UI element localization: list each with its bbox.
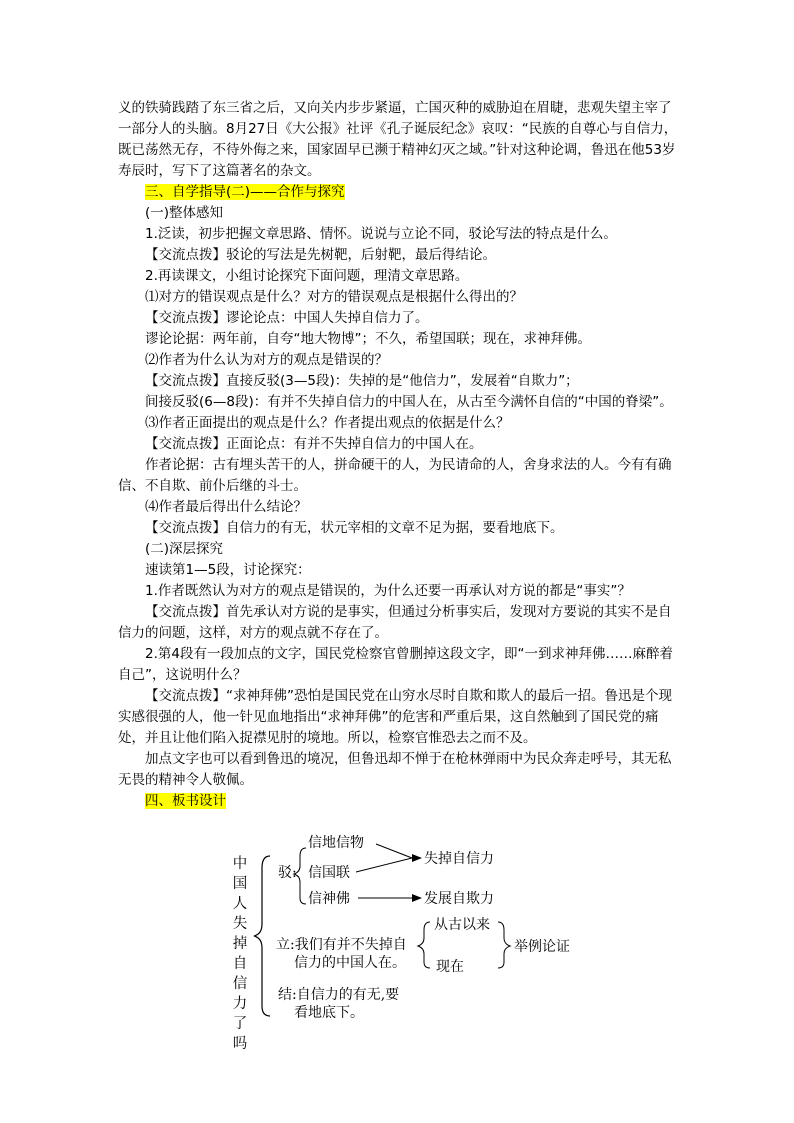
paragraph: 【交流点拨】首先承认对方说的是事实，但通过分析事实后，发现对方要说的其实不是自信力的问题，这样，对方的观点就不存在了。 bbox=[118, 604, 672, 641]
bo-item-1: 信地信物 bbox=[308, 835, 364, 851]
li-item-2: 现在 bbox=[436, 959, 464, 975]
section-heading bbox=[118, 182, 680, 203]
li-result: 举例论证 bbox=[514, 939, 570, 955]
li-item-1: 从古以来 bbox=[434, 917, 490, 933]
paragraph: 【交流点拨】直接反驳(3—5段)：失掉的是“他信力”，发展着“自欺力”； bbox=[145, 373, 579, 389]
arrow-head-1 bbox=[412, 854, 422, 862]
paragraph: 作者论据：古有埋头苦干的人，拼命硬干的人，为民请命的人，舍身求法的人。今有有确信、不自欺、前仆后继的斗士。 bbox=[118, 457, 672, 494]
paragraph: 【交流点拨】自信力的有无，状元宰相的文章不足为据，要看地底下。 bbox=[145, 520, 564, 536]
li-brace bbox=[418, 922, 430, 968]
bo-item-2: 信国联 bbox=[308, 865, 350, 881]
paragraph: (二)深层探究 bbox=[145, 541, 224, 557]
bo-result-1: 失掉自信力 bbox=[424, 851, 494, 867]
bo-result-2: 发展自欺力 bbox=[424, 891, 494, 907]
bo-label: 驳: bbox=[278, 865, 297, 881]
jie-label-2: 看地底下。 bbox=[294, 1005, 364, 1021]
paragraph: 1.泛读，初步把握文章思路、情怀。说说与立论不同，驳论写法的特点是什么。 bbox=[145, 226, 617, 242]
document-body bbox=[118, 98, 680, 812]
li-label: 立:我们有并不失掉自 bbox=[276, 937, 407, 953]
paragraph: 【交流点拨】“求神拜佛”恐怕是国民党在山穷水尽时自欺和欺人的最后一招。鲁迅是个现实感很强的人，他一针见血地指出“求神拜佛”的危害和严重后果，这自然触到了国民党的痛处，并且让他们陷入捉襟见肘的境地。所以，检察官惟恐去之而不及。 bbox=[118, 688, 672, 746]
left-brace bbox=[254, 856, 270, 1016]
jie-label: 结:自信力的有无,要 bbox=[278, 987, 400, 1003]
paragraph: 【交流点拨】正面论点：有并不失掉自信力的中国人在。 bbox=[145, 436, 483, 452]
paragraph: 间接反驳(6—8段)：有并不失掉自信力的中国人在，从古至今满怀自信的“中国的脊梁”。 bbox=[145, 394, 673, 410]
diagram-title: 中国人失掉自信力了吗 bbox=[232, 856, 248, 1052]
paragraph: ⑴对方的错误观点是什么？对方的错误观点是根据什么得出的？ bbox=[145, 289, 523, 305]
bo-item-3: 信神佛 bbox=[308, 891, 350, 907]
paragraph: 2.再读课文，小组讨论探究下面问题，理清文章思路。 bbox=[145, 268, 469, 284]
li-label-2: 信力的中国人在。 bbox=[294, 955, 406, 971]
li-close-brace bbox=[498, 922, 510, 968]
paragraph: ⑶作者正面提出的观点是什么？作者提出观点的依据是什么？ bbox=[145, 415, 510, 431]
paragraph: ⑵作者为什么认为对方的观点是错误的？ bbox=[145, 352, 388, 368]
section-heading bbox=[118, 791, 680, 812]
paragraph: 谬论论据：两年前，自夸“地大物博”；不久，希望国联；现在，求神拜佛。 bbox=[145, 331, 591, 347]
paragraph: 义的铁骑践踏了东三省之后，又向关内步步紧逼，亡国灭种的威胁迫在眉睫，悲观失望主宰了一部分人的头脑。8月27日《大公报》社评《孔子诞辰纪念》哀叹：“民族的自尊心与自信力，既已荡然无存，不待外侮之来，国家固早已濒于精神幻灭之域。”针对这种论调，鲁迅在他53岁寿辰时，写下了这篇著名的杂文。 bbox=[118, 100, 678, 179]
paragraph: 加点文字也可以看到鲁迅的境况，但鲁迅却不惮于在枪林弹雨中为民众奔走呼号，其无私无畏的精神令人敬佩。 bbox=[118, 751, 672, 788]
blackboard-design-diagram bbox=[226, 835, 570, 1052]
paragraph: 速读第1—5段，讨论探究： bbox=[145, 562, 311, 578]
paragraph: (一)整体感知 bbox=[145, 205, 224, 221]
paragraph: 1.作者既然认为对方的观点是错误的，为什么还要一再承认对方说的都是“事实”？ bbox=[145, 583, 631, 599]
highlighted-heading-text: 三、自学指导(二)——合作与探究 bbox=[145, 184, 345, 200]
paragraph: 2.第4段有一段加点的文字，国民党检察官曾删掉这段文字，即“一到求神拜佛……麻醉着自己”，这说明什么？ bbox=[118, 646, 673, 683]
paragraph: ⑷作者最后得出什么结论？ bbox=[145, 499, 307, 515]
arrow-head-2 bbox=[412, 894, 422, 902]
highlighted-heading-text: 四、板书设计 bbox=[145, 793, 226, 809]
paragraph: 【交流点拨】谬论论点：中国人失掉自信力了。 bbox=[145, 310, 429, 326]
paragraph: 【交流点拨】驳论的写法是先树靶，后射靶，最后得结论。 bbox=[145, 247, 496, 263]
